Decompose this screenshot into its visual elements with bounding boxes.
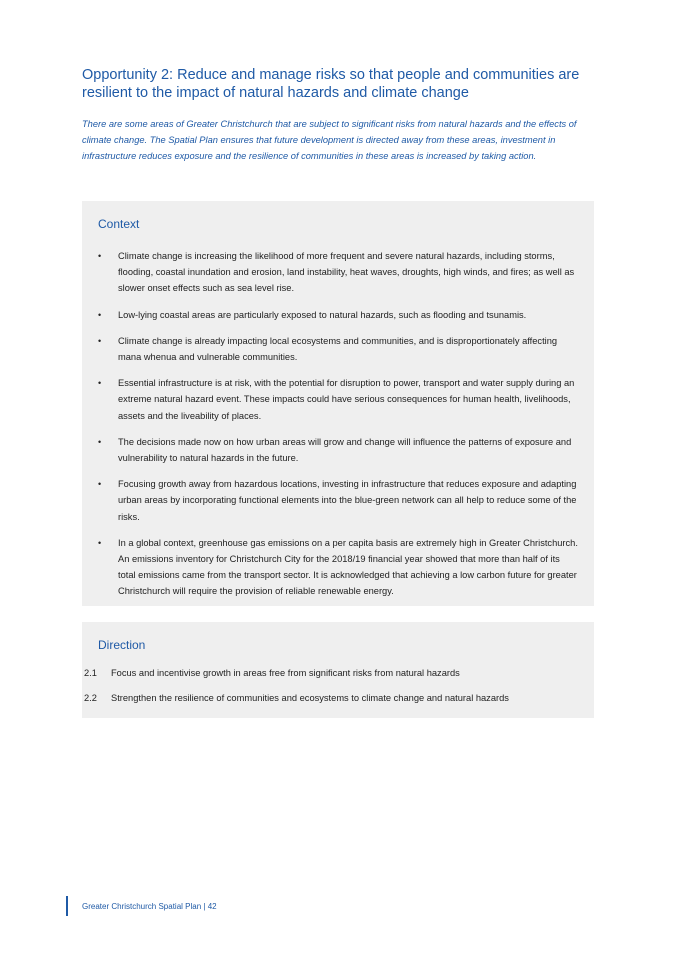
context-item: • Low-lying coastal areas are particularly exposed to natural hazards, such as flooding and tsunamis. — [98, 307, 578, 323]
bullet-icon: • — [98, 251, 102, 261]
footer-accent-bar — [66, 896, 68, 916]
direction-number: 2.2 — [84, 693, 97, 704]
bullet-icon: • — [98, 309, 102, 320]
direction-item — [84, 665, 584, 681]
direction-heading: Direction — [98, 638, 146, 652]
context-panel — [82, 201, 594, 606]
direction-number: 2.1 — [84, 668, 97, 678]
context-item: • Focusing growth away from hazardous locations, investing in infrastructure that reduces exposure and adapting urban areas by incorporating functional elements into the blue-green network can all help to reduce some of the risks. — [98, 476, 578, 525]
direction-panel — [82, 622, 594, 718]
context-heading: Context — [98, 217, 140, 231]
bullet-icon: • — [98, 378, 102, 389]
context-list — [98, 248, 578, 610]
footer-page-label: Greater Christchurch Spatial Plan | 42 — [82, 902, 217, 911]
direction-text: Focus and incentivise growth in areas free from significant risks from natural hazards — [111, 668, 460, 678]
context-item: • Climate change is increasing the likelihood of more frequent and severe natural hazards, including storms, flooding, coastal inundation and erosion, land instability, heat waves, droughts, high winds, and fires; as well as slower onset effects such as sea level rise. — [98, 248, 578, 297]
context-item: • Essential infrastructure is at risk, with the potential for disruption to power, transport and water supply during an extreme natural hazard event. These impacts could have serious consequences for human health, livelihoods, assets and the liveability of places. — [98, 375, 578, 424]
bullet-icon: • — [98, 335, 102, 346]
intro-paragraph: There are some areas of Greater Christchurch that are subject to significant risks from natural hazards and the effects of climate change. The Spatial Plan ensures that future development is directed away from these areas, investment in infrastructure reduces exposure and the resilience of communities in these areas is increased by taking action. — [82, 119, 577, 162]
bullet-icon: • — [98, 479, 102, 490]
page-title: Opportunity 2: Reduce and manage risks so that people and communities are resilient to the impact of natural hazards and climate change — [82, 67, 580, 101]
context-item: • The decisions made now on how urban areas will grow and change will influence the patterns of exposure and vulnerability to natural hazards in the future. — [98, 434, 578, 466]
direction-text: Strengthen the resilience of communities and ecosystems to climate change and natural hazards — [111, 693, 509, 704]
bullet-icon: • — [98, 436, 102, 447]
direction-list — [84, 665, 584, 715]
bullet-icon: • — [98, 537, 102, 548]
direction-item — [84, 690, 584, 706]
context-item: • Climate change is already impacting local ecosystems and communities, and is disproportionately affecting mana whenua and vulnerable communities. — [98, 333, 578, 365]
context-item: • In a global context, greenhouse gas emissions on a per capita basis are extremely high in Greater Christchurch. An emissions inventory for Christchurch City for the 2018/19 financial year showed that more than half of its total emissions came from the transport sector. It is acknowledged that achieving a low carbon future for greater Christchurch will require the provision of reliable renewable energy. — [98, 535, 578, 600]
